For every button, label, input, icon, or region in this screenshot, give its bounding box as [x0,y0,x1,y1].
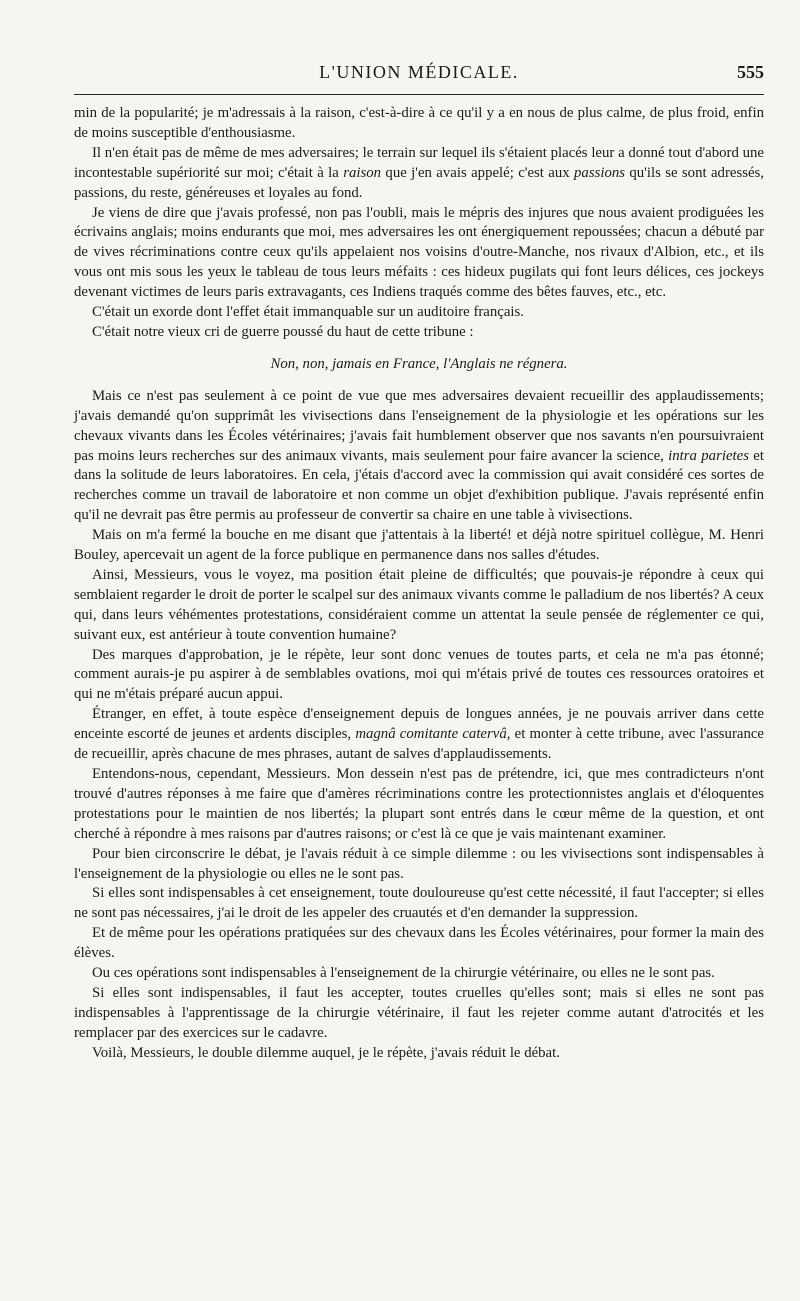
running-header [74,58,764,90]
paragraph: Il n'en était pas de même de mes adversaires; le terrain sur lequel ils s'étaient placés leur a donné tout d'abord une incontestable supériorité sur moi; c'était à la raison que j'en avais appelé; c'est aux passions qu'ils se sont adressés, passions, du reste, généreuses et loyales au fond. [74,144,764,201]
paragraph: Si elles sont indispensables, il faut les accepter, toutes cruelles qu'elles sont; mais si elles ne sont pas indispensables à l'apprentissage de la chirurgie vétérinaire, il faut les rejeter comme autant d'atrocités et les remplacer par des exercices sur le cadavre. [74,984,764,1041]
verse-quote: Non, non, jamais en France, l'Anglais ne régnera. [270,355,568,372]
paragraph: Entendons-nous, cependant, Messieurs. Mon dessein n'est pas de prétendre, ici, que mes contradicteurs n'ont trouvé d'autres réponses à me faire que d'amères récriminations contre les protectionnistes anglais et d'éloquentes protestations pour le maintien de nos libertés; la plupart sont entrés dans le cœur même de la question, et ont cherché à répondre à mes raisons par d'autres raisons; or c'est là ce que je vais maintenant examiner. [74,766,764,842]
paragraph: C'était un exorde dont l'effet était immanquable sur un auditoire français. [92,304,524,321]
paragraph: min de la popularité; je m'adressais à la raison, c'est-à-dire à ce qu'il y a en nous de plus calme, de plus froid, enfin de moins susceptible d'enthousiasme. [74,105,764,141]
paragraph: C'était notre vieux cri de guerre poussé du haut de cette tribune : [92,323,474,340]
paragraph: Et de même pour les opérations pratiquées sur des chevaux dans les Écoles vétérinaires, pour former la main des élèves. [74,925,764,962]
article-body [74,104,764,1064]
paragraph: Mais on m'a fermé la bouche en me disant que j'attentais à la liberté! et déjà notre spirituel collègue, M. Henri Bouley, apercevait un agent de la force publique en permanence dans nos salles d'études. [74,527,764,564]
paragraph: Voilà, Messieurs, le double dilemme auquel, je le répète, j'avais réduit le débat. [92,1044,560,1061]
paragraph: Ou ces opérations sont indispensables à l'enseignement de la chirurgie vétérinaire, ou elles ne le sont pas. [92,965,715,982]
paragraph: Ainsi, Messieurs, vous le voyez, ma position était pleine de difficultés; que pouvais-je répondre à ceux qui semblaient regarder le droit de porter le scalpel sur des animaux vivants comme le palladium de nos libertés? A ceux qui, dans leurs véhémentes protestations, considéraient comme un attentat la seule pensée de réglementer ce qui, suivant eux, est antérieur à toute convention humaine? [74,566,764,643]
paragraph: Si elles sont indispensables à cet enseignement, toute douloureuse qu'est cette nécessité, il faut l'accepter; si elles ne sont pas nécessaires, j'ai le droit de les appeler des cruautés et d'en demander la suppression. [74,885,764,922]
paragraph: Pour bien circonscrire le débat, je l'avais réduit à ce simple dilemme : ou les vivisections sont indispensables à l'enseignement de la physiologie ou elles ne le sont pas. [74,845,764,882]
paragraph: Des marques d'approbation, je le répète, leur sont donc venues de toutes parts, et cela ne m'a pas étonné; comment aurais-je pu aspirer à de semblables ovations, moi qui m'étais privé de toutes ces ressources oratoires et qui ne m'étais préparé aucun appui. [74,646,764,703]
journal-title: L'UNION MÉDICALE. [319,62,519,82]
paragraph: Étranger, en effet, à toute espèce d'enseignement depuis de longues années, je ne pouvais arriver dans cette enceinte escorté de jeunes et ardents disciples, magnâ comitante catervâ, et monter à cette tribune, avec l'assurance de recueillir, après chacune de mes phrases, autant de salves d'applaudissements. [74,706,764,763]
paragraph: Mais ce n'est pas seulement à ce point de vue que mes adversaires devaient recueillir des applaudissements; j'avais demandé qu'on supprimât les vivisections dans l'enseignement de la physiologie et les opérations sur les chevaux vivants dans les Écoles vétérinaires; j'avais fait humblement observer que nos savants n'en poursuivraient pas moins leurs recherches sur des animaux vivants, mais seulement pour faire avancer la science, intra parietes et dans la solitude de leurs laboratoires. En cela, j'étais d'accord avec la commission qui avait considéré ces sortes de recherches comme un travail de laboratoire et non comme un objet d'exhibition publique. J'avais représenté enfin qu'il ne devrait pas être permis au professeur de convertir sa chaire en une table à vivisections. [74,387,764,524]
page-number: 555 [737,62,764,82]
paragraph: Je viens de dire que j'avais professé, non pas l'oubli, mais le mépris des injures que nous avaient prodiguées les écrivains anglais; moins endurants que moi, mes adversaires les ont énergiquement repoussées; chacun a débuté par de vives récriminations contre ceux qu'ils appelaient nos voisins d'outre-Manche, nos rivaux d'Albion, etc., et ils vous ont mis sous les yeux le tableau de tous leurs méfaits : ces hideux pugilats qui font leurs délices, ces jockeys devenant victimes de leurs paris extravagants, ces Indiens traqués comme des bêtes fauves, etc., etc. [74,204,764,301]
header-rule [74,94,764,95]
